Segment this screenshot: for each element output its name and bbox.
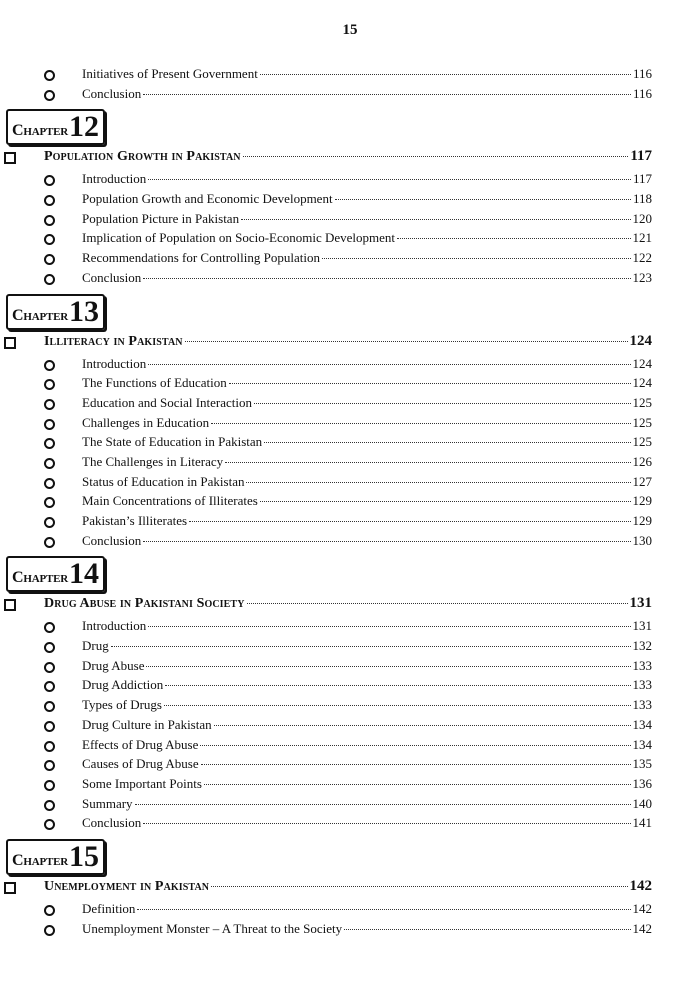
dot-leader bbox=[397, 238, 630, 239]
toc-entry-page: 135 bbox=[632, 756, 652, 772]
toc-entry-page: 117 bbox=[632, 171, 652, 187]
toc-entry-page: 125 bbox=[632, 414, 652, 430]
toc-entry-line bbox=[82, 209, 652, 229]
dot-leader bbox=[135, 804, 631, 805]
dot-leader bbox=[143, 541, 630, 542]
dot-leader bbox=[201, 764, 631, 765]
dot-leader bbox=[143, 94, 631, 95]
circle-bullet-icon bbox=[44, 175, 55, 186]
toc-entry-line bbox=[82, 248, 652, 268]
chapter-badge bbox=[6, 109, 105, 145]
toc-entry-page: 116 bbox=[632, 85, 652, 101]
toc-entry bbox=[0, 919, 700, 939]
toc-entry-line bbox=[82, 354, 652, 374]
toc-entry bbox=[0, 616, 700, 636]
toc-entry-title: Challenges in Education bbox=[82, 414, 210, 430]
toc-entry-line bbox=[82, 774, 652, 794]
chapter-badge bbox=[6, 839, 105, 875]
toc-entry-title: The Challenges in Literacy bbox=[82, 453, 224, 469]
table-of-contents bbox=[0, 64, 700, 938]
toc-entry bbox=[0, 413, 700, 433]
dot-leader bbox=[264, 442, 630, 443]
square-bullet-icon bbox=[4, 599, 16, 611]
toc-entry bbox=[0, 268, 700, 288]
toc-entry bbox=[0, 735, 700, 755]
toc-entry bbox=[0, 899, 700, 919]
dot-leader bbox=[322, 258, 631, 259]
circle-bullet-icon bbox=[44, 70, 55, 81]
dot-leader bbox=[260, 501, 631, 502]
toc-entry-title: The Functions of Education bbox=[82, 375, 227, 391]
toc-entry-page: 129 bbox=[632, 513, 652, 528]
toc-entry bbox=[0, 248, 700, 268]
chapter-label: Chapter bbox=[12, 569, 68, 587]
chapter-label: Chapter bbox=[12, 306, 68, 324]
dot-leader bbox=[211, 886, 627, 887]
chapter-title: Unemployment in Pakistan bbox=[44, 878, 210, 894]
chapter-title-line bbox=[44, 873, 652, 900]
toc-entry-line bbox=[82, 919, 652, 939]
chapter-title-entry bbox=[0, 143, 700, 169]
circle-bullet-icon bbox=[44, 399, 55, 410]
toc-entry-line bbox=[82, 268, 652, 288]
toc-entry-title: Effects of Drug Abuse bbox=[82, 736, 199, 752]
toc-entry-line bbox=[82, 656, 652, 676]
chapter-list bbox=[0, 103, 700, 938]
toc-entry-page: 132 bbox=[632, 638, 652, 654]
toc-entry bbox=[0, 794, 700, 814]
circle-bullet-icon bbox=[44, 701, 55, 712]
square-bullet-icon bbox=[4, 882, 16, 894]
toc-entry-line bbox=[82, 715, 652, 735]
toc-entry-title: Initiatives of Present Government bbox=[82, 66, 258, 81]
toc-entry-line bbox=[82, 393, 652, 413]
chapter-heading bbox=[0, 833, 700, 873]
toc-entry-line bbox=[82, 636, 652, 656]
toc-entry bbox=[0, 64, 700, 84]
dot-leader bbox=[335, 199, 631, 200]
toc-entry-page: 142 bbox=[632, 900, 652, 916]
toc-entry bbox=[0, 774, 700, 794]
toc-entry bbox=[0, 715, 700, 735]
toc-entry bbox=[0, 675, 700, 695]
circle-bullet-icon bbox=[44, 438, 55, 449]
toc-entry-line bbox=[82, 675, 652, 695]
toc-entry bbox=[0, 656, 700, 676]
dot-leader bbox=[229, 383, 631, 384]
toc-entry-page: 133 bbox=[632, 697, 652, 713]
toc-entry-page: 120 bbox=[632, 210, 652, 226]
toc-entry-page: 126 bbox=[632, 453, 652, 469]
toc-entry-page: 134 bbox=[632, 736, 652, 752]
circle-bullet-icon bbox=[44, 215, 55, 226]
toc-entry-page: 121 bbox=[632, 230, 652, 246]
circle-bullet-icon bbox=[44, 780, 55, 791]
toc-entry-title: Main Concentrations of Illiterates bbox=[82, 493, 258, 509]
toc-entry-title: Introduction bbox=[82, 618, 147, 634]
toc-entry-title: Drug Abuse bbox=[82, 657, 145, 673]
dot-leader bbox=[241, 219, 630, 220]
toc-entry-title: Causes of Drug Abuse bbox=[82, 756, 199, 772]
toc-entry bbox=[0, 84, 700, 104]
chapter-title-entry bbox=[0, 328, 700, 354]
dot-leader bbox=[214, 725, 631, 726]
chapter-title: Illiteracy in Pakistan bbox=[44, 333, 183, 349]
dot-leader bbox=[211, 423, 630, 424]
circle-bullet-icon bbox=[44, 497, 55, 508]
dot-leader bbox=[246, 482, 630, 483]
toc-entry-title: Conclusion bbox=[82, 532, 142, 548]
toc-entry bbox=[0, 754, 700, 774]
dot-leader bbox=[185, 341, 628, 342]
toc-entry-line bbox=[82, 228, 652, 248]
chapter-title-line bbox=[44, 143, 652, 170]
dot-leader bbox=[143, 823, 630, 824]
toc-entry-title: Introduction bbox=[82, 171, 147, 187]
toc-entry-title: Population Picture in Pakistan bbox=[82, 210, 240, 226]
chapter-title-line bbox=[44, 590, 652, 617]
toc-entry-page: 134 bbox=[632, 716, 652, 732]
chapter-heading bbox=[0, 103, 700, 143]
toc-entry-title: Status of Education in Pakistan bbox=[82, 473, 245, 489]
circle-bullet-icon bbox=[44, 195, 55, 206]
toc-entry bbox=[0, 373, 700, 393]
chapter-title-entry bbox=[0, 590, 700, 616]
toc-entry-page: 142 bbox=[632, 920, 652, 936]
page-number: 15 bbox=[342, 22, 358, 38]
square-bullet-icon bbox=[4, 152, 16, 164]
toc-entry-title: Summary bbox=[82, 795, 133, 811]
chapter-title: Drug Abuse in Pakistani Society bbox=[44, 596, 245, 612]
toc-entry-line bbox=[82, 64, 652, 84]
toc-entry-line bbox=[82, 373, 652, 393]
dot-leader bbox=[200, 745, 630, 746]
toc-entry-line bbox=[82, 189, 652, 209]
toc-entry-page: 127 bbox=[632, 473, 652, 489]
chapter-label: Chapter bbox=[12, 122, 68, 140]
toc-entry-title: Unemployment Monster – A Threat to the Society bbox=[82, 920, 343, 936]
toc-entry-page: 140 bbox=[632, 795, 652, 811]
toc-entry-title: Recommendations for Controlling Population bbox=[82, 250, 320, 266]
dot-leader bbox=[137, 909, 630, 910]
chapter-page: 131 bbox=[629, 595, 652, 612]
toc-entry bbox=[0, 432, 700, 452]
toc-entry-line bbox=[82, 472, 652, 492]
toc-entry-page: 125 bbox=[632, 394, 652, 410]
toc-entry bbox=[0, 472, 700, 492]
circle-bullet-icon bbox=[44, 379, 55, 390]
circle-bullet-icon bbox=[44, 234, 55, 245]
dot-leader bbox=[225, 462, 630, 463]
toc-entry bbox=[0, 491, 700, 511]
circle-bullet-icon bbox=[44, 819, 55, 830]
toc-entry-line bbox=[82, 511, 652, 531]
toc-entry bbox=[0, 189, 700, 209]
toc-entry-page: 133 bbox=[632, 657, 652, 673]
toc-entry bbox=[0, 228, 700, 248]
toc-entry-line bbox=[82, 169, 652, 189]
dot-leader bbox=[143, 278, 630, 279]
dot-leader bbox=[204, 784, 631, 785]
circle-bullet-icon bbox=[44, 800, 55, 811]
chapter-title: Population Growth in Pakistan bbox=[44, 149, 241, 165]
chapter-number: 14 bbox=[69, 557, 99, 591]
continuation-entries bbox=[0, 64, 700, 103]
toc-entry-line bbox=[82, 813, 652, 833]
circle-bullet-icon bbox=[44, 741, 55, 752]
toc-entry-title: Drug Addiction bbox=[82, 677, 164, 693]
toc-entry bbox=[0, 354, 700, 374]
circle-bullet-icon bbox=[44, 760, 55, 771]
toc-entry-title: Some Important Points bbox=[82, 775, 202, 791]
circle-bullet-icon bbox=[44, 905, 55, 916]
chapter-badge bbox=[6, 556, 105, 592]
toc-entry-page: 122 bbox=[632, 250, 652, 266]
toc-entry-title: Drug bbox=[82, 638, 109, 654]
toc-entry-page: 130 bbox=[632, 532, 652, 548]
toc-entry-title: Introduction bbox=[82, 355, 147, 371]
chapter-badge bbox=[6, 294, 105, 330]
dot-leader bbox=[148, 626, 630, 627]
toc-entry-title: Definition bbox=[82, 900, 136, 916]
toc-entry-page: 129 bbox=[632, 493, 652, 509]
toc-entry-line bbox=[82, 84, 652, 104]
toc-entry-page: 124 bbox=[632, 355, 652, 371]
chapter-number: 13 bbox=[69, 294, 99, 328]
circle-bullet-icon bbox=[44, 458, 55, 469]
toc-entry bbox=[0, 813, 700, 833]
circle-bullet-icon bbox=[44, 478, 55, 489]
chapter-heading bbox=[0, 288, 700, 328]
dot-leader bbox=[148, 179, 631, 180]
toc-entry-line bbox=[82, 754, 652, 774]
toc-entry-line bbox=[82, 616, 652, 636]
toc-entry-line bbox=[82, 899, 652, 919]
chapter-number: 12 bbox=[69, 110, 99, 144]
toc-entry-page: 123 bbox=[632, 269, 652, 285]
dot-leader bbox=[247, 603, 628, 604]
dot-leader bbox=[148, 364, 630, 365]
toc-entry-page: 141 bbox=[632, 815, 652, 831]
toc-entry bbox=[0, 209, 700, 229]
toc-entry-page: 133 bbox=[632, 677, 652, 693]
circle-bullet-icon bbox=[44, 681, 55, 692]
chapter-label: Chapter bbox=[12, 851, 68, 869]
toc-entry bbox=[0, 695, 700, 715]
toc-entry-title: Conclusion bbox=[82, 815, 142, 831]
circle-bullet-icon bbox=[44, 360, 55, 371]
toc-entry-line bbox=[82, 452, 652, 472]
chapter-title-line bbox=[44, 328, 652, 355]
chapter-page: 142 bbox=[629, 877, 652, 894]
toc-entry-title: The State of Education in Pakistan bbox=[82, 434, 263, 450]
toc-entry-page: 116 bbox=[632, 66, 652, 81]
toc-entry-title: Education and Social Interaction bbox=[82, 394, 253, 410]
dot-leader bbox=[260, 74, 631, 75]
toc-entry-title: Drug Culture in Pakistan bbox=[82, 716, 212, 732]
square-bullet-icon bbox=[4, 337, 16, 349]
circle-bullet-icon bbox=[44, 721, 55, 732]
circle-bullet-icon bbox=[44, 537, 55, 548]
toc-entry-page: 124 bbox=[632, 375, 652, 391]
toc-entry bbox=[0, 452, 700, 472]
toc-entry bbox=[0, 636, 700, 656]
toc-entry bbox=[0, 169, 700, 189]
dot-leader bbox=[146, 666, 630, 667]
toc-entry-title: Implication of Population on Socio-Economic Development bbox=[82, 230, 396, 246]
dot-leader bbox=[344, 929, 630, 930]
dot-leader bbox=[254, 403, 630, 404]
toc-entry bbox=[0, 531, 700, 551]
toc-entry-line bbox=[82, 531, 652, 551]
toc-entry-title: Conclusion bbox=[82, 85, 142, 101]
circle-bullet-icon bbox=[44, 274, 55, 285]
circle-bullet-icon bbox=[44, 662, 55, 673]
toc-entry-title: Population Growth and Economic Development bbox=[82, 191, 333, 207]
toc-entry-line bbox=[82, 432, 652, 452]
dot-leader bbox=[164, 705, 631, 706]
toc-entry-line bbox=[82, 491, 652, 511]
toc-entry-line bbox=[82, 413, 652, 433]
dot-leader bbox=[243, 156, 629, 157]
chapter-page: 124 bbox=[629, 332, 652, 349]
circle-bullet-icon bbox=[44, 517, 55, 528]
toc-entry-page: 131 bbox=[632, 618, 652, 634]
circle-bullet-icon bbox=[44, 622, 55, 633]
toc-entry-title: Conclusion bbox=[82, 269, 142, 285]
circle-bullet-icon bbox=[44, 419, 55, 430]
toc-entry bbox=[0, 393, 700, 413]
toc-entry-line bbox=[82, 735, 652, 755]
toc-entry-line bbox=[82, 794, 652, 814]
toc-entry-page: 118 bbox=[632, 191, 652, 207]
toc-entry-page: 136 bbox=[632, 775, 652, 791]
dot-leader bbox=[165, 685, 630, 686]
dot-leader bbox=[189, 521, 630, 522]
chapter-page: 117 bbox=[630, 148, 652, 165]
toc-entry-title: Types of Drugs bbox=[82, 697, 162, 713]
circle-bullet-icon bbox=[44, 254, 55, 265]
chapter-number: 15 bbox=[69, 839, 99, 873]
circle-bullet-icon bbox=[44, 642, 55, 653]
chapter-heading bbox=[0, 550, 700, 590]
toc-entry bbox=[0, 511, 700, 531]
toc-entry-title: Pakistan’s Illiterates bbox=[82, 513, 188, 528]
circle-bullet-icon bbox=[44, 925, 55, 936]
chapter-title-entry bbox=[0, 873, 700, 899]
dot-leader bbox=[111, 646, 631, 647]
circle-bullet-icon bbox=[44, 90, 55, 101]
toc-entry-line bbox=[82, 695, 652, 715]
toc-entry-page: 125 bbox=[632, 434, 652, 450]
